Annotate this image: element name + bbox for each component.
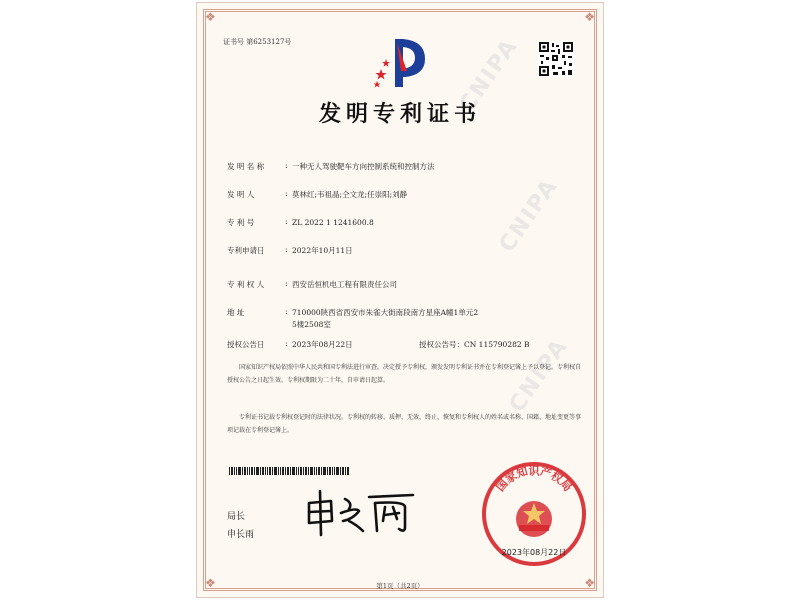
certificate-paragraph-1: 国家知识产权局依照中华人民共和国专利法进行审查，决定授予专利权，颁发发明专利证书并在专利登记簿上予以登记。专利权自授权公告之日起生效。专利权期限为二十年，自申请日起算。 xyxy=(227,364,582,384)
corner-ornament: ❖ xyxy=(584,576,595,590)
handwritten-signature xyxy=(301,487,421,537)
watermark: CNIPA xyxy=(504,333,574,418)
official-seal-icon xyxy=(479,459,589,569)
field-announcement-number: 授权公告号：CN 115790282 B xyxy=(419,340,530,349)
watermark: CNIPA xyxy=(494,173,564,258)
corner-ornament: ❖ xyxy=(205,10,216,24)
patent-certificate: ❖ ❖ ❖ ❖ CNIPA CNIPA CNIPA 证书号 第6253127号 发明专利证书 发 明 名 称 : 一种无人驾驶靶车方向控制系统和控制方法 发 明 人 : 莫林红;韦祖晶;仝文龙;任崇阳;刘静 专 利 号 : ZL 2022 1 1241600.8 专利申请日 : 2022年10月11日 专 利 权 人 : 西安岳恒机电工程有限责任公司 地 址 : 710000陕西省西安市朱雀大街南段南方星座A幢1单元2 5楼2508室 授权公告日 : 2023年08月22日 授权公告号：CN 115790282 B 国家知识产权局依照中华人民共和国专利法进行审查，决定授予专利权，颁发发明专利证书并在专利登记簿上予以登记。专利权自授权公告之日起生效。专利权期限为二十年，自申请日起算。 专利证书记载专利权登记时的法律状况。专利权的转移、质押、无效、终止、恢复和专利权人的姓名或名称、国籍、地址变更等事项记载在专利登记簿上。 局长 申长雨 国家知识产权局 2023年08月22日 第1页（共2页） xyxy=(196,2,604,598)
barcode-icon xyxy=(229,467,349,475)
certificate-number: 证书号 第6253127号 xyxy=(223,38,292,46)
signatory-title: 局长 xyxy=(227,512,246,522)
corner-ornament: ❖ xyxy=(205,576,216,590)
watermark: CNIPA xyxy=(454,33,524,118)
corner-ornament: ❖ xyxy=(584,10,595,24)
qr-code-icon xyxy=(538,41,574,77)
svg-text:国家知识产权局: 国家知识产权局 xyxy=(493,464,575,494)
seal-date: 2023年08月22日 xyxy=(501,548,567,557)
certificate-paragraph-2: 专利证书记载专利权登记时的法律状况。专利权的转移、质押、无效、终止、恢复和专利权人的姓名或名称、国籍、地址变更等事项记载在专利登记簿上。 xyxy=(227,414,582,434)
certificate-title: 发明专利证书 xyxy=(318,101,481,127)
cnipa-logo-icon xyxy=(373,35,433,91)
signatory-name: 申长雨 xyxy=(227,530,255,540)
page-number: 第1页（共2页） xyxy=(376,582,424,590)
